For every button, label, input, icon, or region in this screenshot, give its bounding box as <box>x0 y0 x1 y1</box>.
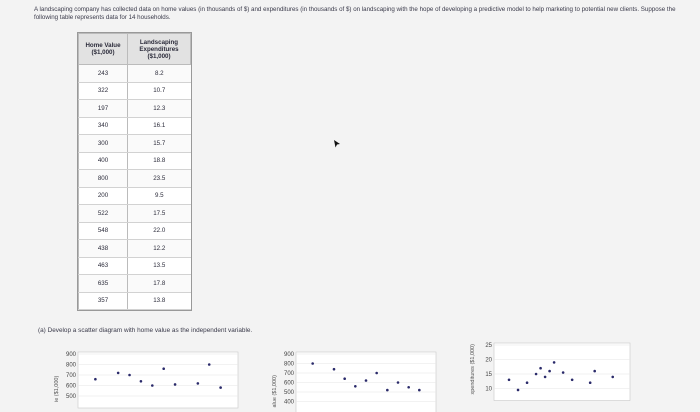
scatter-point <box>128 374 131 377</box>
cell-home-value: 300 <box>79 135 128 153</box>
table-row <box>79 240 191 258</box>
cell-home-value: 243 <box>79 65 128 83</box>
y-tick-label: 10 <box>485 386 492 393</box>
cell-expenditure: 23.5 <box>128 170 191 188</box>
scatter-point <box>311 362 314 365</box>
table-row <box>79 152 191 170</box>
scatter-point <box>140 380 143 383</box>
scatter-point <box>197 382 200 385</box>
table-row <box>79 187 191 205</box>
scatter-plot-option-2[interactable] <box>262 346 442 412</box>
cell-expenditure: 12.3 <box>128 100 191 118</box>
cell-home-value: 357 <box>79 292 128 310</box>
y-axis-label: alue ($1,000) <box>272 375 278 408</box>
y-tick-label: 400 <box>283 399 294 406</box>
plot-area <box>494 343 630 401</box>
cell-expenditure: 12.2 <box>128 240 191 258</box>
scatter-plot-option-3[interactable] <box>458 328 638 412</box>
y-tick-label: 900 <box>283 352 294 358</box>
scatter-point <box>333 368 336 371</box>
scatter-point <box>611 376 614 379</box>
table-row <box>79 170 191 188</box>
scatter-plot-3-svg <box>458 328 638 412</box>
scatter-plot-1-svg <box>52 346 242 412</box>
scatter-point <box>407 386 410 389</box>
y-tick-label: 25 <box>485 343 492 349</box>
cell-home-value: 340 <box>79 117 128 135</box>
cell-expenditure: 17.8 <box>128 275 191 293</box>
scatter-point <box>386 389 389 392</box>
cell-expenditure: 13.8 <box>128 292 191 310</box>
y-tick-label: 500 <box>65 394 76 400</box>
y-tick-label: 500 <box>283 390 294 396</box>
cell-home-value: 197 <box>79 100 128 118</box>
table-row <box>79 275 191 293</box>
cell-expenditure: 18.8 <box>128 152 191 170</box>
y-tick-label: 600 <box>65 383 76 390</box>
cell-home-value: 322 <box>79 82 128 100</box>
y-tick-label: 800 <box>283 361 294 368</box>
scatter-point <box>174 383 177 386</box>
scatter-point <box>162 367 165 370</box>
table-row <box>79 205 191 223</box>
cell-expenditure: 10.7 <box>128 82 191 100</box>
scatter-point <box>526 381 529 384</box>
scatter-point <box>365 379 368 382</box>
header-home-value: Home Value ($1,000) <box>79 34 128 65</box>
y-tick-label: 600 <box>283 380 294 387</box>
cell-home-value: 400 <box>79 152 128 170</box>
scatter-plot-2-svg <box>262 346 442 412</box>
cell-home-value: 635 <box>79 275 128 293</box>
y-tick-label: 900 <box>65 352 76 358</box>
plot-area <box>296 352 436 412</box>
table-row <box>79 65 191 83</box>
y-tick-label: 800 <box>65 362 76 369</box>
scatter-point <box>539 367 542 370</box>
cell-home-value: 200 <box>79 187 128 205</box>
table-row <box>79 100 191 118</box>
scatter-point <box>375 372 378 375</box>
table-row <box>79 135 191 153</box>
cell-home-value: 463 <box>79 257 128 275</box>
scatter-point <box>208 363 211 366</box>
cell-expenditure: 16.1 <box>128 117 191 135</box>
scatter-point <box>343 377 346 380</box>
table-row <box>79 117 191 135</box>
table-row <box>79 82 191 100</box>
plot-area <box>78 352 238 408</box>
scatter-point <box>571 379 574 382</box>
scatter-point <box>219 386 222 389</box>
y-tick-label: 20 <box>485 357 492 364</box>
question-a: (a) Develop a scatter diagram with home value as the independent variable. <box>38 327 253 334</box>
cell-home-value: 522 <box>79 205 128 223</box>
scatter-point <box>418 389 421 392</box>
y-axis-label: ie ($1,000) <box>54 375 60 402</box>
scatter-point <box>517 389 520 392</box>
y-tick-label: 15 <box>485 372 492 378</box>
mouse-cursor-icon <box>333 139 341 149</box>
scatter-point <box>117 372 120 375</box>
cell-expenditure: 8.2 <box>128 65 191 83</box>
scatter-point <box>562 371 565 374</box>
scatter-point <box>553 361 556 364</box>
scatter-point <box>354 385 357 388</box>
cell-home-value: 800 <box>79 170 128 188</box>
cell-home-value: 438 <box>79 240 128 258</box>
cell-expenditure: 13.5 <box>128 257 191 275</box>
table-row <box>79 292 191 310</box>
scatter-point <box>508 379 511 382</box>
data-table <box>77 32 192 311</box>
cell-home-value: 548 <box>79 222 128 240</box>
table-row <box>79 222 191 240</box>
y-axis-label: xpenditures ($1,000) <box>470 344 476 395</box>
problem-intro: A landscaping company has collected data on home values (in thousands of $) and expenditures (in thousands of $) on landscaping with the hope of developing a predictive model to help marketing to potential new clients. Suppose the following table represents data for 14 households. <box>34 6 676 21</box>
cell-expenditure: 15.7 <box>128 135 191 153</box>
scatter-point <box>397 381 400 384</box>
scatter-point <box>535 373 538 376</box>
scatter-point <box>544 376 547 379</box>
cell-expenditure: 9.5 <box>128 187 191 205</box>
scatter-plot-option-1[interactable] <box>52 346 242 412</box>
scatter-point <box>548 370 551 373</box>
scatter-point <box>593 370 596 373</box>
cell-expenditure: 17.5 <box>128 205 191 223</box>
scatter-point <box>151 384 154 387</box>
y-tick-label: 700 <box>283 371 294 377</box>
scatter-point <box>589 381 592 384</box>
header-landscaping-expenditures: Landscaping Expenditures ($1,000) <box>128 34 191 65</box>
y-tick-label: 700 <box>65 373 76 379</box>
cell-expenditure: 22.0 <box>128 222 191 240</box>
table-row <box>79 257 191 275</box>
scatter-point <box>94 378 97 381</box>
